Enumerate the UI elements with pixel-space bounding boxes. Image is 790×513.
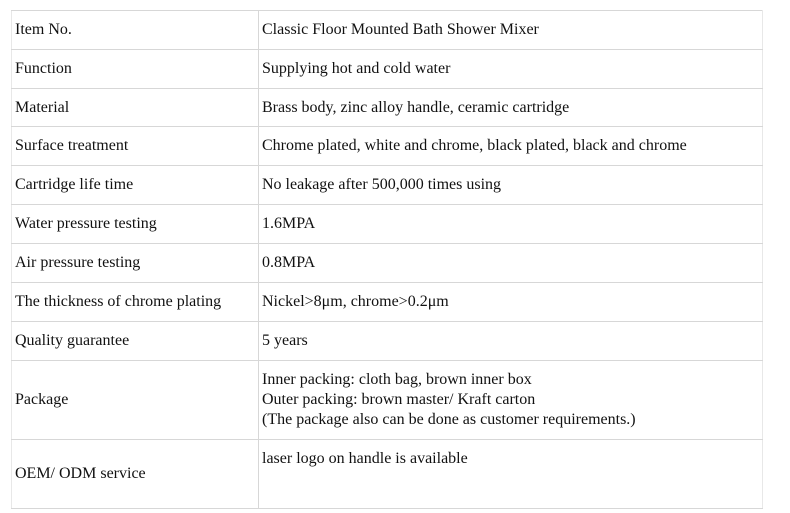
row-value: laser logo on handle is available [259, 440, 763, 509]
row-label: Package [12, 361, 259, 440]
row-value: Chrome plated, white and chrome, black plated, black and chrome [259, 127, 763, 166]
package-line-inner: Inner packing: cloth bag, brown inner box [262, 371, 532, 388]
product-spec-table [11, 10, 763, 509]
package-line-note: (The package also can be done as customer requirements.) [262, 411, 636, 428]
row-label: Function [12, 50, 259, 89]
row-value: No leakage after 500,000 times using [259, 166, 763, 205]
row-label: Quality guarantee [12, 322, 259, 361]
table-row-air-pressure [12, 244, 763, 283]
row-label: Water pressure testing [12, 205, 259, 244]
row-value: 5 years [259, 322, 763, 361]
row-value: 0.8MPA [259, 244, 763, 283]
table-row-chrome-thickness [12, 283, 763, 322]
row-value: Classic Floor Mounted Bath Shower Mixer [259, 11, 763, 50]
table-row-item-no [12, 11, 763, 50]
table-row-surface-treatment [12, 127, 763, 166]
table-row-oem-service [12, 440, 763, 509]
row-value: 1.6MPA [259, 205, 763, 244]
row-value: Supplying hot and cold water [259, 50, 763, 89]
table-row-water-pressure [12, 205, 763, 244]
table-row-quality-guarantee [12, 322, 763, 361]
row-label: Material [12, 89, 259, 127]
row-label: OEM/ ODM service [12, 440, 259, 509]
row-label: Air pressure testing [12, 244, 259, 283]
row-value: Brass body, zinc alloy handle, ceramic cartridge [259, 89, 763, 127]
table-row-cartridge-life [12, 166, 763, 205]
row-label: Item No. [12, 11, 259, 50]
row-value: Nickel>8μm, chrome>0.2μm [259, 283, 763, 322]
table-row-function [12, 50, 763, 89]
row-value [259, 361, 763, 440]
row-label: Surface treatment [12, 127, 259, 166]
package-line-outer: Outer packing: brown master/ Kraft carton [262, 391, 536, 408]
row-label: Cartridge life time [12, 166, 259, 205]
table-row-package [12, 361, 763, 440]
table-row-material [12, 89, 763, 127]
row-label: The thickness of chrome plating [12, 283, 259, 322]
